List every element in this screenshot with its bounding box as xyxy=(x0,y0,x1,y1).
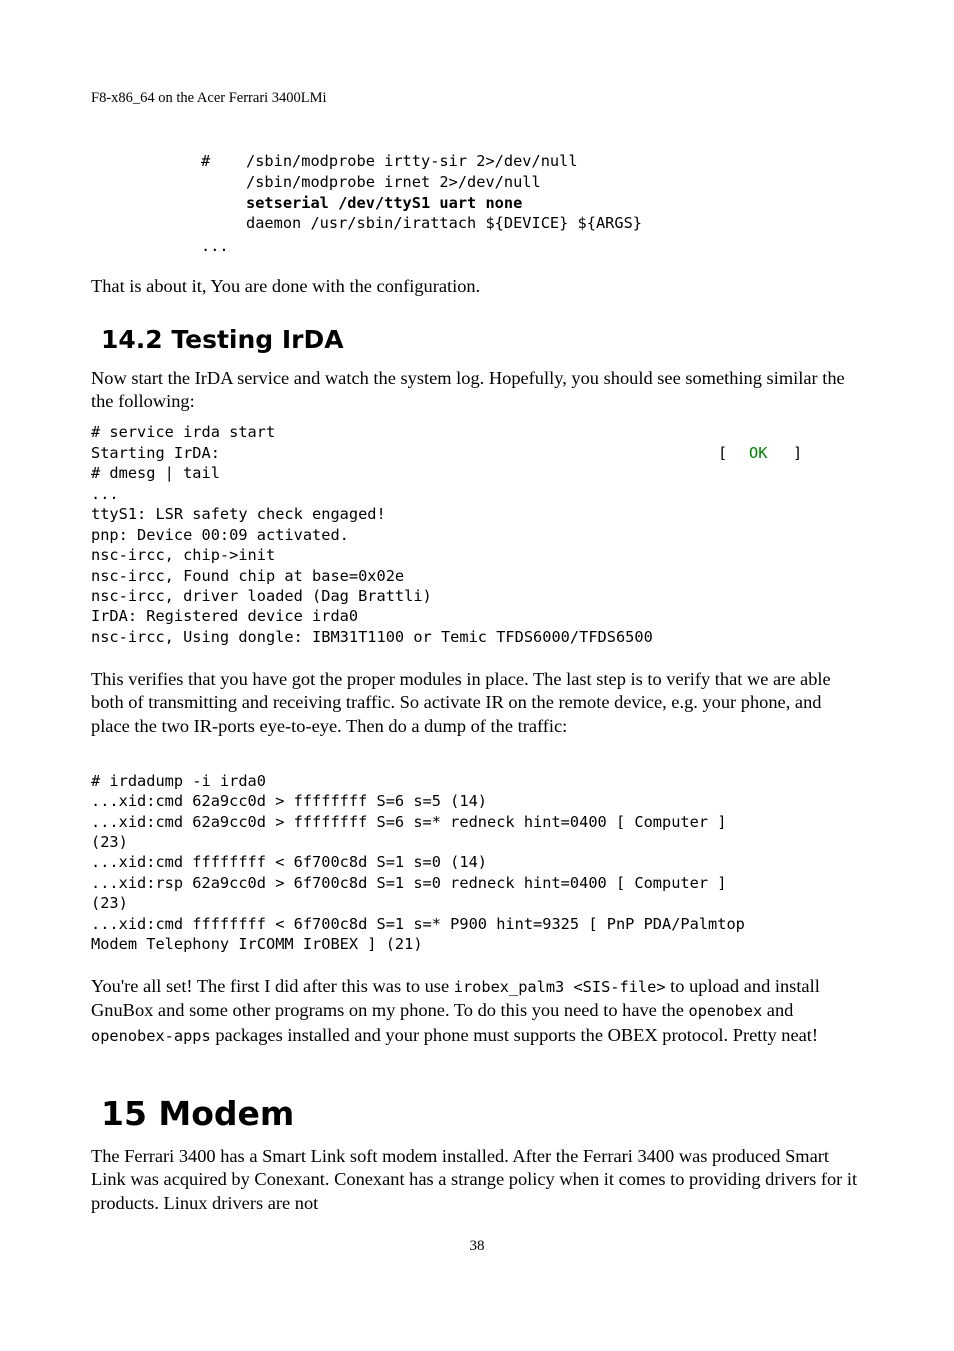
code-line: IrDA: Registered device irda0 xyxy=(91,607,359,625)
code-line: ...xid:cmd 62a9cc0d > ffffffff S=6 s=5 (14) xyxy=(91,792,488,810)
text-run: and xyxy=(762,1000,794,1021)
code-line: Starting IrDA: xyxy=(91,444,220,462)
status-bracket-close: ] xyxy=(793,444,803,462)
status-bracket-open: [ xyxy=(718,444,728,462)
text-run: You're all set! The first I did after this was to use xyxy=(91,976,454,996)
code-line: daemon /usr/sbin/irattach ${DEVICE} ${ARGS} xyxy=(246,214,643,232)
paragraph-irda-intro: Now start the IrDA service and watch the system log. Hopefully, you should see something similar the the following: xyxy=(91,368,845,412)
inline-code-openobex-apps: openobex-apps xyxy=(91,1026,211,1045)
code-line-highlight: setserial /dev/ttyS1 uart none xyxy=(246,194,523,212)
inline-code-irobex: irobex_palm3 <SIS-file> xyxy=(453,978,666,996)
code-line: ...xid:rsp 62a9cc0d > 6f700c8d S=1 s=0 redneck hint=0400 [ Computer ] xyxy=(91,874,727,892)
paragraph-all-set xyxy=(91,975,863,1048)
code-line: /sbin/modprobe irtty-sir 2>/dev/null xyxy=(246,152,578,170)
paragraph-verify: This verifies that you have got the proper modules in place. The last step is to verify that we are able both of transmitting and receiving traffic. So activate IR on the remote device, e.g. your phone, and place the two IR-ports eye-to-eye. Then do a dump of the traffic: xyxy=(91,669,831,736)
paragraph-config-done: That is about it, You are done with the configuration. xyxy=(91,276,481,296)
code-line: (23) xyxy=(91,894,128,912)
running-header: F8-x86_64 on the Acer Ferrari 3400LMi xyxy=(91,90,327,106)
code-line: /sbin/modprobe irnet 2>/dev/null xyxy=(246,173,541,191)
code-line: Modem Telephony IrCOMM IrOBEX ] (21) xyxy=(91,935,423,953)
code-line: # irdadump -i irda0 xyxy=(91,772,266,790)
code-line: ...xid:cmd ffffffff < 6f700c8d S=1 s=* P900 hint=9325 [ PnP PDA/Palmtop xyxy=(91,915,745,933)
code-line: pnp: Device 00:09 activated. xyxy=(91,526,349,544)
code-line: nsc-ircc, chip->init xyxy=(91,546,276,564)
code-line: nsc-ircc, Found chip at base=0x02e xyxy=(91,567,405,585)
chapter-heading-modem: 15 Modem xyxy=(101,1094,295,1133)
code-line: ttyS1: LSR safety check engaged! xyxy=(91,505,386,523)
page-number: 38 xyxy=(469,1238,485,1254)
inline-code-openobex: openobex xyxy=(688,1002,763,1021)
code-line: ... xyxy=(91,485,119,503)
code-line: ...xid:cmd ffffffff < 6f700c8d S=1 s=0 (14) xyxy=(91,853,488,871)
code-comment-hash: # xyxy=(201,152,211,170)
code-ellipsis: ... xyxy=(201,237,229,255)
section-heading-testing-irda: 14.2 Testing IrDA xyxy=(101,325,344,354)
code-line: ...xid:cmd 62a9cc0d > ffffffff S=6 s=* redneck hint=0400 [ Computer ] xyxy=(91,813,727,831)
code-line: (23) xyxy=(91,833,128,851)
paragraph-modem-intro: The Ferrari 3400 has a Smart Link soft modem installed. After the Ferrari 3400 was produced Smart Link was acquired by Conexant. Conexant has a strange policy when it comes to providing drivers for it products. Linux drivers are not xyxy=(91,1146,858,1213)
code-line: nsc-ircc, driver loaded (Dag Brattli) xyxy=(91,587,432,605)
text-run: to upload and install GnuBox and some other programs on my phone. To do this you need to have the xyxy=(91,976,820,1021)
text-run: packages installed and your phone must supports the OBEX protocol. Pretty neat! xyxy=(210,1024,819,1045)
code-line: # service irda start xyxy=(91,423,276,441)
code-line: # dmesg | tail xyxy=(91,464,220,482)
code-line: nsc-ircc, Using dongle: IBM31T1100 or Temic TFDS6000/TFDS6500 xyxy=(91,628,653,646)
status-ok: OK xyxy=(749,444,768,462)
